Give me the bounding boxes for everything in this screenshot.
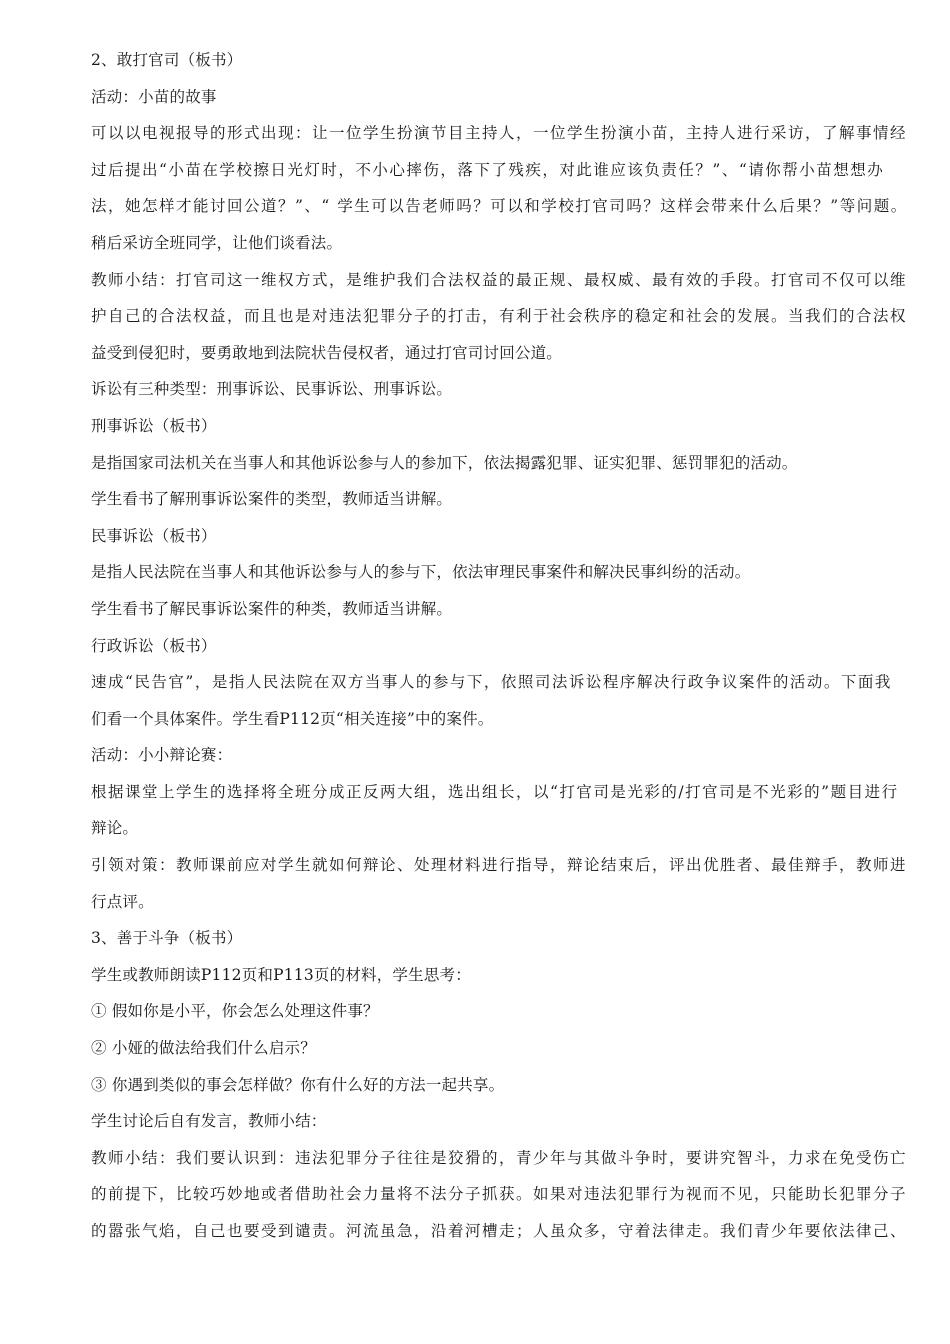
question-item-3: ③ 你遇到类似的事会怎样做？你有什么好的方法一起共享。 <box>91 1075 505 1094</box>
paragraph-line: 学生讨论后自有发言，教师小结： <box>91 1112 327 1131</box>
question-item-2: ② 小娅的做法给我们什么启示？ <box>91 1039 316 1058</box>
heading-dare-to-sue: 2、敢打官司（板书） <box>91 51 243 69</box>
paragraph-line: 们看一个具体案件。学生看P112页“相关连接”中的案件。 <box>91 709 494 728</box>
paragraph-line: 的嚣张气焰，自己也要受到谴责。河流虽急，沿着河槽走；人虽众多，守着法律走。我们青少年要依法律己、 <box>91 1222 908 1240</box>
guidance-strategy: 引领对策：教师课前应对学生就如何辩论、处理材料进行指导，辩论结束后，评出优胜者、最佳辩手，教师进 <box>91 856 908 875</box>
paragraph-line: 辩论。 <box>91 819 139 838</box>
paragraph-line: 是指人民法院在当事人和其他诉讼参与人的参与下，依法审理民事案件和解决民事纠纷的活动。 <box>91 563 751 582</box>
teacher-summary-1: 教师小结：打官司这一维权方式，是维护我们合法权益的最正规、最权威、最有效的手段。打官司不仅可以维 <box>91 270 908 289</box>
paragraph-line: 学生看书了解民事诉讼案件的种类，教师适当讲解。 <box>91 599 453 618</box>
heading-administrative-litigation: 行政诉讼（板书） <box>91 636 217 655</box>
paragraph-line: 益受到侵犯时，要勇敢地到法院状告侵权者，通过打官司讨回公道。 <box>91 343 563 362</box>
paragraph-line: 速成“民告官”，是指人民法院在双方当事人的参与下，依照司法诉讼程序解决行政争议案件的活动。下面我 <box>91 673 892 692</box>
paragraph-line: 行点评。 <box>91 892 154 911</box>
paragraph-line: 是指国家司法机关在当事人和其他诉讼参与人的参加下，依法揭露犯罪、证实犯罪、惩罚罪犯的活动。 <box>91 453 798 472</box>
question-item-1: ① 假如你是小平，你会怎么处理这件事？ <box>91 1002 379 1021</box>
paragraph-line: 根据课堂上学生的选择将全班分成正反两大组，选出组长，以“打官司是光彩的/打官司是不光彩的”题目进行 <box>91 782 899 801</box>
paragraph-line: 稍后采访全班同学，让他们谈看法。 <box>91 233 343 252</box>
paragraph-line: 过后提出“小苗在学校擦日光灯时，不小心摔伤，落下了残疾，对此谁应该负责任？”、“请你帮小苗想想办 <box>91 160 885 179</box>
activity-debate: 活动：小小辩论赛： <box>91 746 233 765</box>
heading-civil-litigation: 民事诉讼（板书） <box>91 526 217 545</box>
paragraph-line: 学生或教师朗读P112页和P113页的材料，学生思考： <box>91 965 471 984</box>
heading-good-at-struggle: 3、善于斗争（板书） <box>91 929 243 948</box>
paragraph-line: 法，她怎样才能讨回公道？”、“ 学生可以告老师吗？可以和学校打官司吗？这样会带来什么后果？”等问题。 <box>91 197 908 216</box>
litigation-types: 诉讼有三种类型：刑事诉讼、民事诉讼、刑事诉讼。 <box>91 380 453 399</box>
paragraph-line: 可以以电视报导的形式出现：让一位学生扮演节目主持人，一位学生扮演小苗，主持人进行采访，了解事情经 <box>91 124 908 143</box>
activity-xiaomiao: 活动：小苗的故事 <box>91 87 217 106</box>
paragraph-line: 护自己的合法权益，而且也是对违法犯罪分子的打击，有利于社会秩序的稳定和社会的发展。当我们的合法权 <box>91 307 908 326</box>
paragraph-line: 的前提下，比较巧妙地或者借助社会力量将不法分子抓获。如果对违法犯罪行为视而不见，只能助长犯罪分子 <box>91 1185 908 1204</box>
teacher-summary-2: 教师小结：我们要认识到：违法犯罪分子往往是狡猾的，青少年与其做斗争时，要讲究智斗，力求在免受伤亡 <box>91 1148 908 1167</box>
paragraph-line: 学生看书了解刑事诉讼案件的类型，教师适当讲解。 <box>91 490 453 509</box>
heading-criminal-litigation: 刑事诉讼（板书） <box>91 416 217 435</box>
